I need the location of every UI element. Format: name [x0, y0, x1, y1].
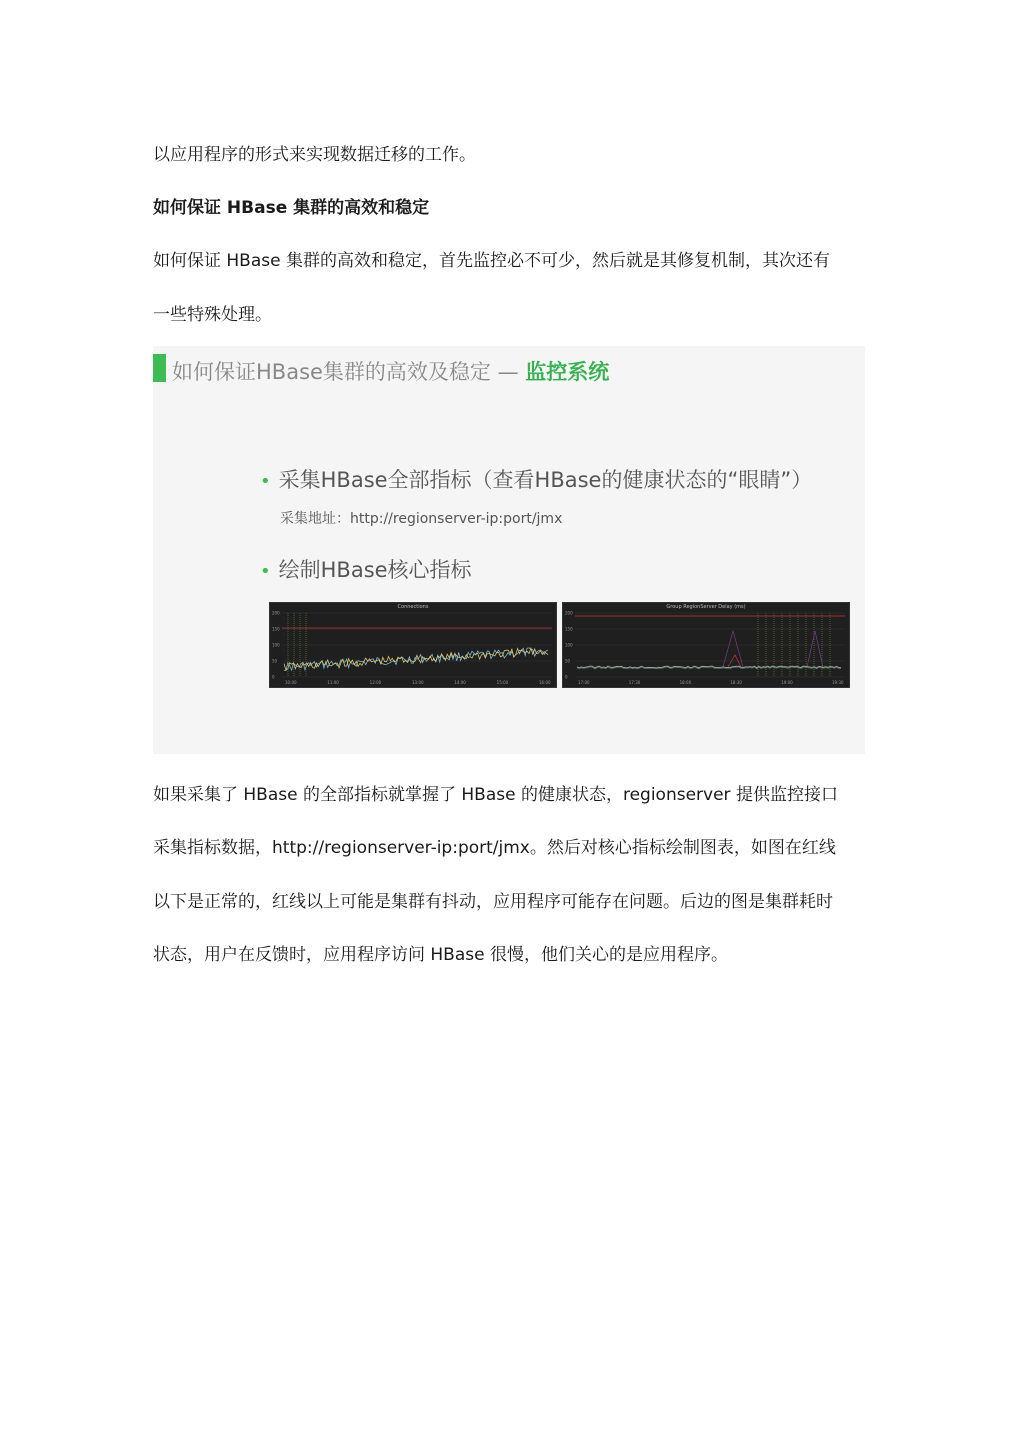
y-tick-label: 200	[272, 610, 280, 616]
spike-line	[807, 631, 823, 667]
x-tick-label: 17:30	[628, 680, 641, 685]
y-tick-label: 150	[565, 626, 573, 632]
x-tick-label: 14:00	[454, 680, 466, 685]
connections-chart-svg	[270, 603, 556, 687]
x-tick-label: 15:00	[496, 680, 509, 685]
bullet-collect-sub: 采集地址：http://regionserver-ip:port/jmx	[280, 511, 563, 527]
y-tick-label: 50	[565, 658, 571, 664]
slide-image	[153, 346, 865, 754]
bullet-draw-text: 绘制HBase核心指标	[278, 558, 472, 582]
section-heading: 如何保证 HBase 集群的高效和稳定	[153, 198, 430, 218]
delay-chart-svg	[563, 603, 849, 687]
paragraph-metrics-line1: 如果采集了 HBase 的全部指标就掌握了 HBase 的健康状态，regionserver 提供监控接口	[153, 785, 838, 805]
x-tick-label: 12:00	[369, 680, 382, 685]
slide-title-plain: 如何保证HBase集群的高效及稳定 —	[172, 360, 526, 384]
bullet-draw	[260, 554, 472, 584]
y-tick-label: 50	[272, 658, 278, 664]
bullet-collect-text: 采集HBase全部指标（查看HBase的健康状态的“眼睛”）	[278, 468, 813, 492]
y-tick-label: 100	[272, 642, 280, 648]
connections-chart-title: Connections	[397, 604, 429, 610]
paragraph-intro: 以应用程序的形式来实现数据迁移的工作。	[153, 145, 476, 165]
x-tick-label: 19:30	[832, 680, 844, 685]
bullet-collect	[260, 464, 812, 494]
x-tick-label: 18:00	[679, 680, 692, 685]
slide-title-bar	[153, 354, 166, 382]
paragraph-metrics-line3: 以下是正常的，红线以上可能是集群有抖动，应用程序可能存在问题。后边的图是集群耗时	[153, 892, 833, 912]
connections-chart	[269, 602, 557, 688]
spike-line	[723, 631, 743, 667]
y-tick-label: 0	[272, 674, 275, 680]
x-tick-label: 13:00	[412, 680, 424, 685]
x-tick-label: 16:00	[539, 680, 551, 685]
paragraph-monitor-line2: 一些特殊处理。	[153, 305, 272, 325]
y-tick-label: 200	[565, 610, 573, 616]
y-tick-label: 0	[565, 674, 568, 680]
x-tick-label: 10:00	[285, 680, 297, 685]
paragraph-metrics-line4: 状态，用户在反馈时，应用程序访问 HBase 很慢，他们关心的是应用程序。	[153, 945, 728, 965]
x-tick-label: 11:00	[327, 680, 339, 685]
slide-title	[172, 356, 609, 386]
x-tick-label: 18:30	[730, 680, 742, 685]
x-tick-label: 17:00	[578, 680, 590, 685]
paragraph-metrics-line2: 采集指标数据，http://regionserver-ip:port/jmx。然后对核心指标绘制图表，如图在红线	[153, 838, 836, 858]
y-tick-label: 150	[272, 626, 280, 632]
y-tick-label: 100	[565, 642, 573, 648]
delay-chart-title: Group RegionServer Delay (ms)	[666, 604, 746, 610]
slide-title-accent: 监控系统	[525, 360, 610, 384]
paragraph-monitor-line1: 如何保证 HBase 集群的高效和稳定，首先监控必不可少，然后就是其修复机制，其次还有	[153, 251, 830, 271]
x-tick-label: 19:00	[781, 680, 793, 685]
bullet-dot: •	[260, 561, 271, 582]
delay-chart	[562, 602, 850, 688]
bullet-dot: •	[260, 471, 271, 492]
